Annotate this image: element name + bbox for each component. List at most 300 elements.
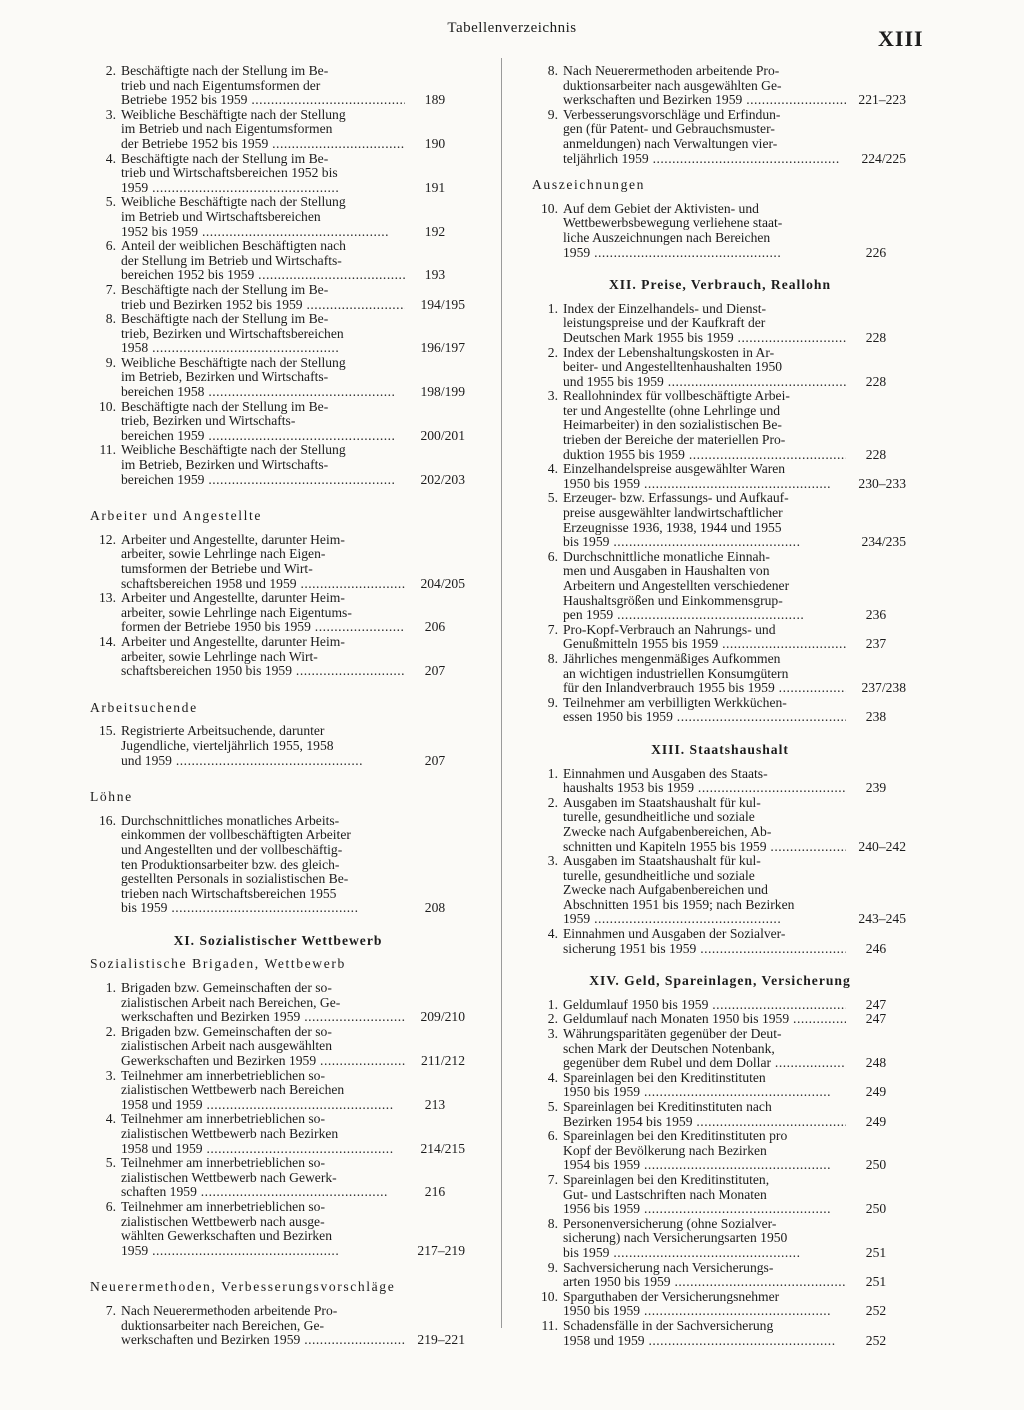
toc-entry-line: werkschaften und Bezirken 1959 ..... bbox=[121, 1333, 405, 1348]
toc-entry-number: 3. bbox=[547, 1026, 558, 1042]
toc-entry-page: 224/225 bbox=[861, 150, 906, 166]
toc-entry-line: turelle, gesundheitliche und soziale bbox=[563, 809, 755, 825]
toc-entry-line: arbeiter, sowie Lehrlinge nach Eigen- bbox=[121, 546, 326, 562]
toc-entry[interactable] bbox=[530, 202, 906, 260]
toc-entry-page: 237 bbox=[865, 636, 887, 652]
toc-entry-page: 251 bbox=[865, 1244, 887, 1260]
toc-entry-line: 1959 ..... bbox=[563, 912, 846, 927]
toc-entry-line: Teilnehmer am innerbetrieblichen so- bbox=[121, 1198, 326, 1214]
toc-entry-line: turelle, gesundheitliche und soziale bbox=[563, 867, 755, 883]
toc-entry-line: trieben der Bereiche der materiellen Pro- bbox=[563, 432, 786, 448]
toc-entry-number: 4. bbox=[105, 150, 116, 166]
page-number: XIII bbox=[878, 26, 924, 51]
toc-entry-line: im Betrieb, Bezirken und Wirtschafts- bbox=[121, 457, 329, 473]
toc-group bbox=[530, 64, 914, 166]
toc-entry-line: Deutschen Mark 1955 bis 1959 ..... bbox=[563, 331, 846, 346]
left-column bbox=[88, 64, 468, 1348]
toc-entry-number: 1. bbox=[547, 300, 558, 316]
toc-entry[interactable] bbox=[530, 491, 906, 549]
toc-entry-line: Index der Einzelhandels- und Dienst- bbox=[563, 300, 767, 316]
toc-entry-line: trieb und nach Eigentumsformen der bbox=[121, 77, 321, 93]
toc-entry[interactable] bbox=[530, 1261, 906, 1290]
toc-entry-line: Jugendliche, vierteljährlich 1955, 1958 bbox=[121, 737, 334, 753]
toc-entry-line: Ausgaben im Staatshaushalt für kul- bbox=[563, 794, 761, 810]
toc-entry-line: gestellten Personals in sozialistischen Be- bbox=[121, 871, 349, 887]
toc-entry[interactable] bbox=[530, 767, 906, 796]
toc-entry-line: Sachversicherung nach Versicherungs- bbox=[563, 1259, 774, 1275]
toc-entry-line: Brigaden bzw. Gemeinschaften der so- bbox=[121, 980, 332, 996]
toc-entry-number: 8. bbox=[547, 1215, 558, 1231]
toc-entry-line: wählten Gewerkschaften und Bezirken bbox=[121, 1228, 332, 1244]
toc-entry-line: Beschäftigte nach der Stellung im Be- bbox=[121, 281, 329, 297]
chapter-heading: XIV. Geld, Spareinlagen, Versicherung bbox=[589, 973, 851, 989]
toc-entry-page: 189 bbox=[424, 92, 446, 108]
toc-entry[interactable] bbox=[530, 1217, 906, 1261]
toc-entry-title bbox=[558, 927, 846, 956]
toc-entry-line: Einnahmen und Ausgaben des Staats- bbox=[563, 765, 768, 781]
toc-entry-line: Haushaltsgrößen und Einkommensgrup- bbox=[563, 592, 783, 608]
toc-entry-line: Verbesserungsvorschläge und Erfindun- bbox=[563, 106, 781, 122]
toc-entry-line: schaften 1959 ..... bbox=[121, 1185, 405, 1200]
toc-entry-page: 249 bbox=[865, 1084, 887, 1100]
toc-entry-line: liche Auszeichnungen nach Bereichen bbox=[563, 229, 771, 245]
toc-entry-page: 221–223 bbox=[858, 92, 906, 108]
toc-entry[interactable] bbox=[530, 1071, 906, 1100]
toc-entry-line: pen 1959 ..... bbox=[563, 608, 846, 623]
toc-entry-title bbox=[116, 239, 405, 283]
toc-entry-line: zialistischen Arbeit nach ausgewählten bbox=[121, 1038, 333, 1054]
toc-entry-line: bereichen 1959 ..... bbox=[121, 429, 405, 444]
toc-entry[interactable] bbox=[88, 724, 465, 768]
toc-entry[interactable] bbox=[88, 1112, 465, 1156]
toc-entry-number: 10. bbox=[541, 200, 558, 216]
toc-entry-line: Schadensfälle in der Sachversicherung bbox=[563, 1317, 774, 1333]
toc-entry-line: bereichen 1959 ..... bbox=[121, 473, 405, 488]
toc-entry-number: 12. bbox=[99, 531, 116, 547]
toc-entry-page: 240–242 bbox=[858, 838, 906, 854]
toc-entry-line: trieb, Bezirken und Wirtschaftsbereichen bbox=[121, 325, 344, 341]
toc-entry-page: 192 bbox=[424, 223, 446, 239]
toc-entry-line: tumsformen der Betriebe und Wirt- bbox=[121, 561, 313, 576]
toc-entry-line: Beschäftigte nach der Stellung im Be- bbox=[121, 398, 329, 414]
toc-entry-line: gen (für Patent- und Gebrauchsmuster- bbox=[563, 121, 775, 137]
toc-entry-number: 10. bbox=[541, 1288, 558, 1304]
toc-entry-page: 249 bbox=[865, 1113, 887, 1129]
toc-entry-page: 207 bbox=[424, 752, 446, 768]
toc-entry-line: Sparguthaben der Versicherungsnehmer bbox=[563, 1288, 780, 1304]
toc-entry-line: zialistischen Wettbewerb nach ausge- bbox=[121, 1213, 325, 1229]
toc-entry-line: sicherung 1951 bis 1959 ..... bbox=[563, 942, 846, 957]
toc-entry[interactable] bbox=[88, 195, 465, 239]
toc-entry-title bbox=[558, 1290, 846, 1319]
toc-entry-title bbox=[558, 1100, 846, 1129]
toc-entry-title bbox=[558, 1071, 846, 1100]
toc-entry-line: Spareinlagen bei den Kreditinstituten bbox=[563, 1069, 766, 1085]
toc-entry-line: Einnahmen und Ausgaben der Sozialver- bbox=[563, 926, 786, 942]
toc-entry-line: Weibliche Beschäftigte nach der Stellung bbox=[121, 442, 346, 458]
toc-entry-number: 4. bbox=[547, 461, 558, 477]
toc-entry[interactable] bbox=[88, 443, 465, 487]
toc-entry-line: Jährliches mengenmäßiges Aufkommen bbox=[563, 650, 781, 666]
toc-entry-title bbox=[116, 443, 405, 487]
toc-entry-line: schaftsbereichen 1958 und 1959 ..... bbox=[121, 577, 405, 592]
toc-entry-title bbox=[116, 152, 405, 196]
toc-entry-page: 236 bbox=[865, 607, 887, 623]
toc-entry-line: Gut- und Lastschriften nach Monaten bbox=[563, 1186, 767, 1202]
toc-entry-page: 202/203 bbox=[420, 471, 465, 487]
toc-entry-title bbox=[558, 854, 846, 927]
toc-entry-number: 1. bbox=[105, 980, 116, 996]
toc-entry-number: 1. bbox=[547, 996, 558, 1012]
toc-entry-number: 5. bbox=[105, 194, 116, 210]
toc-entry-number: 11. bbox=[541, 1317, 558, 1333]
toc-entry-line: 1959 ..... bbox=[563, 246, 846, 261]
toc-entry-page: 207 bbox=[424, 663, 446, 679]
toc-entry-title bbox=[558, 108, 846, 166]
toc-entry[interactable] bbox=[88, 1156, 465, 1200]
toc-entry[interactable] bbox=[530, 1100, 906, 1129]
toc-entry-title bbox=[116, 724, 405, 768]
toc-entry-line: Weibliche Beschäftigte nach der Stellung bbox=[121, 354, 346, 370]
toc-entry-line: im Betrieb und Wirtschaftsbereichen bbox=[121, 208, 321, 224]
toc-entry-number: 9. bbox=[547, 106, 558, 122]
toc-entry-line: Weibliche Beschäftigte nach der Stellung bbox=[121, 106, 346, 122]
toc-entry-line: und Angestellten und der vollbeschäftig- bbox=[121, 841, 343, 857]
toc-entry-line: Erzeugnisse 1936, 1938, 1944 und 1955 bbox=[563, 519, 782, 535]
toc-entry-page: 238 bbox=[865, 709, 887, 725]
toc-entry[interactable] bbox=[530, 1319, 906, 1348]
toc-entry-line: Index der Lebenshaltungskosten in Ar- bbox=[563, 344, 775, 360]
toc-group bbox=[530, 767, 914, 957]
toc-entry-number: 11. bbox=[99, 442, 116, 458]
toc-entry-page: 228 bbox=[865, 329, 887, 345]
toc-entry-number: 1. bbox=[547, 765, 558, 781]
toc-entry-number: 2. bbox=[547, 794, 558, 810]
toc-entry-line: bereichen 1952 bis 1959 ..... bbox=[121, 268, 405, 283]
toc-entry-number: 3. bbox=[105, 1067, 116, 1083]
toc-entry-line: Zwecke nach Aufgabenbereichen und bbox=[563, 882, 768, 898]
toc-entry[interactable] bbox=[88, 591, 465, 635]
toc-entry-page: 198/199 bbox=[420, 384, 465, 400]
toc-entry[interactable] bbox=[530, 302, 906, 346]
toc-entry-line: Spareinlagen bei den Kreditinstituten, bbox=[563, 1171, 770, 1187]
chapter-heading: XIII. Staatshaushalt bbox=[651, 741, 789, 757]
toc-entry-page: 246 bbox=[865, 940, 887, 956]
toc-entry[interactable] bbox=[88, 400, 465, 444]
toc-entry-line: 1958 und 1959 ..... bbox=[563, 1334, 846, 1349]
toc-entry-title bbox=[116, 1200, 405, 1258]
toc-entry[interactable] bbox=[88, 152, 465, 196]
toc-entry-line: ten Produktionsarbeiter bzw. des gleich- bbox=[121, 856, 340, 872]
toc-entry-title bbox=[116, 533, 405, 591]
toc-entry-number: 9. bbox=[547, 694, 558, 710]
toc-entry-line: duktion 1955 bis 1959 ..... bbox=[563, 448, 846, 463]
toc-entry-line: der Stellung im Betrieb und Wirtschafts- bbox=[121, 252, 342, 268]
toc-entry-line: Arbeiter und Angestellte, darunter Heim- bbox=[121, 590, 345, 606]
toc-entry-title bbox=[558, 796, 846, 854]
toc-entry-title bbox=[116, 312, 405, 356]
toc-entry-line: schaftsbereichen 1950 bis 1959 ..... bbox=[121, 664, 405, 679]
toc-entry-line: Arbeitern und Angestellten verschiedener bbox=[563, 578, 790, 593]
toc-entry-title bbox=[116, 591, 405, 635]
toc-entry-title bbox=[558, 1027, 846, 1071]
toc-entry-line: Währungsparitäten gegenüber der Deut- bbox=[563, 1026, 782, 1042]
toc-entry-page: 209/210 bbox=[420, 1009, 465, 1025]
toc-entry-line: formen der Betriebe 1950 bis 1959 ..... bbox=[121, 620, 405, 635]
toc-entry-title bbox=[558, 1217, 846, 1261]
toc-entry-page: 191 bbox=[424, 179, 446, 195]
section-heading: Arbeiter und Angestellte bbox=[90, 508, 263, 524]
toc-entry-number: 6. bbox=[105, 1198, 116, 1214]
toc-entry-title bbox=[116, 1025, 405, 1069]
toc-entry-line: Genußmitteln 1955 bis 1959 ..... bbox=[563, 637, 846, 652]
toc-entry-title bbox=[558, 550, 846, 623]
toc-entry-title bbox=[558, 302, 846, 346]
toc-entry[interactable] bbox=[530, 1290, 906, 1319]
toc-entry-line: Nach Neuerermethoden arbeitende Pro- bbox=[563, 63, 780, 78]
toc-entry-number: 13. bbox=[99, 590, 116, 606]
toc-entry-line: Beschäftigte nach der Stellung im Be- bbox=[121, 311, 329, 327]
toc-entry-line: der Betriebe 1952 bis 1959 ..... bbox=[121, 137, 405, 152]
toc-entry-title bbox=[558, 64, 846, 108]
toc-entry-line: 1950 bis 1959 ..... bbox=[563, 1304, 846, 1319]
toc-entry-line: 1952 bis 1959 ..... bbox=[121, 225, 405, 240]
toc-entry-page: 200/201 bbox=[420, 427, 465, 443]
toc-entry-page: 228 bbox=[865, 373, 887, 389]
toc-entry[interactable] bbox=[88, 1069, 465, 1113]
toc-entry-title bbox=[116, 195, 405, 239]
toc-entry-title bbox=[116, 635, 405, 679]
toc-entry[interactable] bbox=[88, 356, 465, 400]
toc-entry-line: gegenüber dem Rubel und dem Dollar ..... bbox=[563, 1056, 846, 1071]
toc-entry[interactable] bbox=[530, 998, 906, 1013]
toc-entry-title bbox=[558, 1173, 846, 1217]
toc-entry-line: arten 1950 bis 1959 ..... bbox=[563, 1275, 846, 1290]
toc-entry-line: men und Ausgaben in Haushalten von bbox=[563, 563, 770, 579]
toc-entry-page: 239 bbox=[865, 780, 887, 796]
toc-entry-number: 2. bbox=[547, 344, 558, 360]
toc-entry-page: 206 bbox=[424, 619, 446, 635]
toc-entry-page: 208 bbox=[424, 900, 446, 916]
toc-entry-number: 5. bbox=[105, 1155, 116, 1171]
toc-entry[interactable] bbox=[530, 796, 906, 854]
toc-entry-page: 193 bbox=[424, 267, 446, 283]
toc-entry-number: 7. bbox=[105, 281, 116, 297]
toc-entry-line: duktionsarbeiter nach ausgewählten Ge- bbox=[563, 77, 782, 93]
toc-entry-line: bis 1959 ..... bbox=[563, 1246, 846, 1261]
toc-entry-line: anmeldungen) nach Verwaltungen vier- bbox=[563, 135, 778, 151]
toc-entry-line: essen 1950 bis 1959 ..... bbox=[563, 710, 846, 725]
toc-entry[interactable] bbox=[88, 1304, 465, 1348]
toc-entry-title bbox=[116, 1069, 405, 1113]
toc-entry[interactable] bbox=[530, 389, 906, 462]
toc-entry-line: 1958 und 1959 ..... bbox=[121, 1098, 405, 1113]
toc-entry-line: Teilnehmer am innerbetrieblichen so- bbox=[121, 1067, 326, 1083]
toc-entry[interactable] bbox=[88, 533, 465, 591]
toc-entry-line: für den Inlandverbrauch 1955 bis 1959 ..... bbox=[563, 681, 846, 696]
toc-entry-number: 8. bbox=[105, 311, 116, 327]
toc-entry-page: 234/235 bbox=[861, 534, 906, 550]
toc-entry-number: 2. bbox=[105, 1023, 116, 1039]
toc-entry-line: trieb, Bezirken und Wirtschafts- bbox=[121, 413, 296, 429]
toc-entry[interactable] bbox=[530, 1129, 906, 1173]
toc-group bbox=[88, 981, 468, 1258]
toc-entry-line: Spareinlagen bei den Kreditinstituten pro bbox=[563, 1128, 788, 1144]
toc-entry-line: zialistischen Arbeit nach Bereichen, Ge- bbox=[121, 994, 341, 1010]
toc-entry-line: duktionsarbeiter nach Bereichen, Ge- bbox=[121, 1317, 325, 1333]
toc-entry-line: 1950 bis 1959 ..... bbox=[563, 477, 846, 492]
toc-entry[interactable] bbox=[530, 854, 906, 927]
toc-entry-title bbox=[558, 767, 846, 796]
toc-entry-page: 252 bbox=[865, 1332, 887, 1348]
toc-entry[interactable] bbox=[530, 346, 906, 390]
toc-entry-title bbox=[558, 696, 846, 725]
toc-entry-line: im Betrieb, Bezirken und Wirtschafts- bbox=[121, 369, 329, 385]
toc-entry[interactable] bbox=[530, 1027, 906, 1071]
section-heading: Neuerermethoden, Verbesserungsvorschläge bbox=[90, 1279, 396, 1295]
toc-entry[interactable] bbox=[88, 283, 465, 312]
toc-entry-number: 6. bbox=[547, 1128, 558, 1144]
toc-entry-line: Betriebe 1952 bis 1959 ..... bbox=[121, 93, 405, 108]
toc-entry-line: Anteil der weiblichen Beschäftigten nach bbox=[121, 238, 346, 254]
running-header-title: Tabellenverzeichnis bbox=[447, 20, 577, 36]
toc-entry-line: haushalts 1953 bis 1959 ..... bbox=[563, 781, 846, 796]
toc-entry-number: 7. bbox=[547, 1171, 558, 1187]
toc-entry-line: 1958 und 1959 ..... bbox=[121, 1142, 405, 1157]
toc-entry-line: 1950 bis 1959 ..... bbox=[563, 1085, 846, 1100]
toc-entry-line: Zwecke nach Aufgabenbereichen, Ab- bbox=[563, 823, 772, 839]
toc-entry-line: trieb und Bezirken 1952 bis 1959 ..... bbox=[121, 298, 405, 313]
chapter-heading: XI. Sozialistischer Wettbewerb bbox=[173, 932, 383, 948]
toc-entry[interactable] bbox=[530, 64, 906, 108]
toc-entry-page: 250 bbox=[865, 1201, 887, 1217]
section-heading: Arbeitsuchende bbox=[90, 699, 198, 715]
toc-entry-line: an wichtigen industriellen Konsumgütern bbox=[563, 665, 789, 681]
toc-group bbox=[88, 64, 468, 487]
toc-entry-title bbox=[116, 283, 405, 312]
toc-entry-line: einkommen der vollbeschäftigten Arbeiter bbox=[121, 827, 351, 843]
toc-entry-line: Spareinlagen bei Kreditinstituten nach bbox=[563, 1099, 772, 1114]
toc-entry[interactable] bbox=[88, 108, 465, 152]
toc-entry-title bbox=[116, 981, 405, 1025]
toc-entry-title bbox=[558, 623, 846, 652]
toc-entry[interactable] bbox=[88, 814, 465, 916]
toc-entry[interactable] bbox=[530, 108, 906, 166]
toc-entry-line: Einzelhandelspreise ausgewählter Waren bbox=[563, 461, 786, 477]
toc-group bbox=[88, 724, 468, 768]
toc-entry-number: 4. bbox=[105, 1111, 116, 1127]
toc-entry-line: Ausgaben im Staatshaushalt für kul- bbox=[563, 853, 761, 869]
section-heading: Sozialistische Brigaden, Wettbewerb bbox=[90, 956, 346, 972]
toc-entry-title bbox=[116, 814, 405, 916]
right-column bbox=[530, 64, 914, 1348]
toc-entry-line: Geldumlauf nach Monaten 1950 bis 1959 ..... bbox=[563, 1012, 846, 1027]
toc-entry-page: 211/212 bbox=[420, 1053, 465, 1069]
toc-entry-line: zialistischen Wettbewerb nach Bereichen bbox=[121, 1082, 345, 1098]
toc-entry-line: Reallohnindex für vollbeschäftigte Arbei- bbox=[563, 388, 790, 404]
toc-entry[interactable] bbox=[88, 239, 465, 283]
toc-entry[interactable] bbox=[530, 462, 906, 491]
toc-entry-line: Registrierte Arbeitsuchende, darunter bbox=[121, 723, 325, 739]
toc-entry-number: 9. bbox=[547, 1259, 558, 1275]
toc-entry-line: 1959 ..... bbox=[121, 1244, 405, 1259]
toc-entry-line: beiter- und Angestelltenhaushalten 1950 bbox=[563, 359, 783, 375]
toc-entry[interactable] bbox=[530, 1173, 906, 1217]
toc-group bbox=[530, 302, 914, 725]
toc-entry-number: 16. bbox=[99, 812, 116, 828]
toc-entry[interactable] bbox=[88, 312, 465, 356]
toc-entry-line: Arbeiter und Angestellte, darunter Heim- bbox=[121, 531, 345, 547]
toc-entry-line: Auf dem Gebiet der Aktivisten- und bbox=[563, 200, 759, 216]
toc-entry-page: 217–219 bbox=[417, 1242, 465, 1258]
toc-entry-number: 6. bbox=[547, 548, 558, 564]
toc-entry-line: werkschaften und Bezirken 1959 ..... bbox=[563, 93, 846, 108]
toc-entry-page: 216 bbox=[424, 1184, 446, 1200]
toc-entry[interactable] bbox=[530, 927, 906, 956]
toc-entry[interactable] bbox=[88, 64, 465, 108]
toc-entry-line: ter und Angestellte (ohne Lehrlinge und bbox=[563, 402, 781, 418]
toc-entry-line: leistungspreise und der Kaufkraft der bbox=[563, 315, 766, 331]
toc-entry-line: 1954 bis 1959 ..... bbox=[563, 1158, 846, 1173]
toc-entry-line: Durchschnittliches monatliches Arbeits- bbox=[121, 812, 340, 828]
toc-entry-title bbox=[116, 400, 405, 444]
toc-entry-title bbox=[558, 1129, 846, 1173]
toc-entry-title bbox=[116, 1156, 405, 1200]
toc-entry-line: Pro-Kopf-Verbrauch an Nahrungs- und bbox=[563, 621, 776, 637]
toc-entry-number: 3. bbox=[547, 388, 558, 404]
toc-entry-line: bis 1959 ..... bbox=[121, 901, 405, 916]
toc-entry-title bbox=[116, 64, 405, 108]
toc-entry-number: 14. bbox=[99, 633, 116, 649]
toc-entry-line: sicherung) nach Versicherungsarten 1950 bbox=[563, 1230, 788, 1246]
toc-entry-line: Beschäftigte nach der Stellung im Be- bbox=[121, 63, 329, 78]
toc-entry-number: 7. bbox=[105, 1302, 116, 1318]
toc-entry-number: 8. bbox=[547, 63, 558, 78]
toc-entry[interactable] bbox=[88, 1200, 465, 1258]
toc-group bbox=[530, 998, 914, 1348]
section-heading: Auszeichnungen bbox=[532, 177, 645, 193]
column-divider bbox=[501, 58, 502, 1328]
toc-entry-number: 10. bbox=[99, 398, 116, 414]
toc-entry-line: trieb und Wirtschaftsbereichen 1952 bis bbox=[121, 165, 338, 181]
toc-entry-page: 243–245 bbox=[858, 911, 906, 927]
toc-entry[interactable] bbox=[88, 981, 465, 1025]
toc-entry[interactable] bbox=[530, 696, 906, 725]
toc-entry-number: 2. bbox=[547, 1011, 558, 1027]
toc-entry-line: Gewerkschaften und Bezirken 1959 ..... bbox=[121, 1054, 405, 1069]
toc-entry-line: zialistischen Wettbewerb nach Gewerk- bbox=[121, 1169, 337, 1185]
toc-entry[interactable] bbox=[88, 635, 465, 679]
toc-entry-page: 252 bbox=[865, 1303, 887, 1319]
toc-entry-page: 237/238 bbox=[861, 680, 906, 696]
toc-entry-line: Durchschnittliche monatliche Einnah- bbox=[563, 548, 770, 564]
toc-entry[interactable] bbox=[88, 1025, 465, 1069]
toc-entry-title bbox=[558, 1319, 846, 1348]
toc-entry-line: bereichen 1958 ..... bbox=[121, 385, 405, 400]
toc-entry-title bbox=[558, 998, 846, 1013]
section-heading: Löhne bbox=[90, 789, 133, 805]
toc-entry-title bbox=[116, 1304, 405, 1348]
toc-entry-page: 194/195 bbox=[420, 296, 465, 312]
toc-entry[interactable] bbox=[530, 652, 906, 696]
toc-entry-line: Weibliche Beschäftigte nach der Stellung bbox=[121, 194, 346, 210]
toc-entry-line: 1959 ..... bbox=[121, 181, 405, 196]
toc-group bbox=[88, 533, 468, 679]
toc-entry[interactable] bbox=[530, 550, 906, 623]
toc-entry[interactable] bbox=[530, 1012, 906, 1027]
toc-entry[interactable] bbox=[530, 623, 906, 652]
toc-entry-title bbox=[558, 202, 846, 260]
